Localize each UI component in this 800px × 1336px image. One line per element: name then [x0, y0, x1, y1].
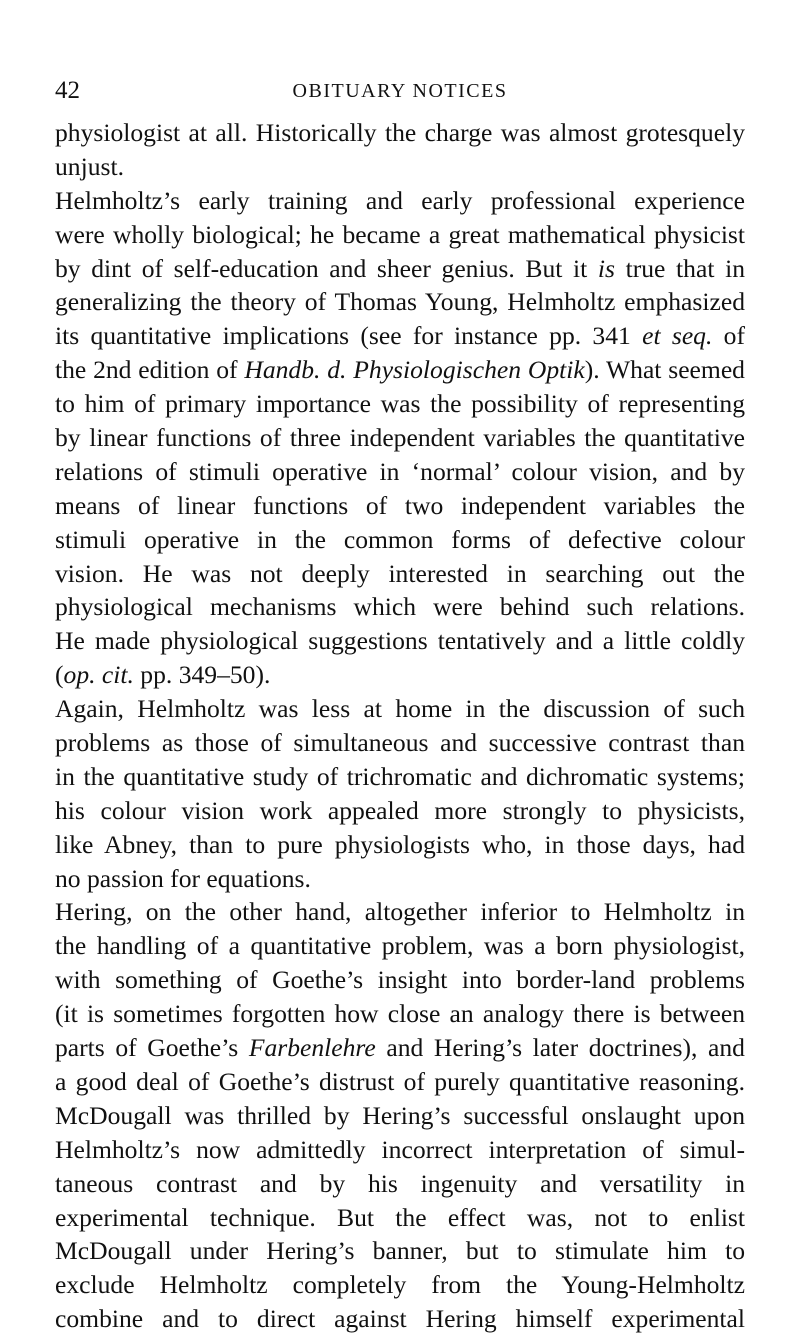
text-line: relations of stimuli operative in ‘normal’ colour vision, and by [55, 456, 745, 486]
text-line: the 2nd edition of Handb. d. Physiologischen Optik). What seemed [55, 355, 745, 385]
text-line: no passion for equations. [55, 863, 311, 893]
text-line: were wholly biological; he became a great mathematical physicist [55, 219, 745, 249]
text-line: by dint of self-education and sheer genius. But it is true that in [55, 253, 745, 283]
running-head: OBITUARY NOTICES [292, 80, 508, 102]
text-line: generalizing the theory of Thomas Young, Helmholtz emphasized [55, 287, 745, 317]
text-line: McDougall was thrilled by Hering’s successful onslaught upon [55, 1100, 745, 1130]
text-line: like Abney, than to pure physiologists who, in those days, had [55, 829, 745, 859]
text-line: physiologist at all. Historically the charge was almost grotesquely [55, 118, 745, 147]
text-line: (op. cit. pp. 349–50). [55, 660, 271, 690]
text-line: problems as those of simultaneous and successive contrast than [55, 728, 745, 758]
paragraph-3 [55, 692, 745, 895]
text-line: exclude Helmholtz completely from the Young-Helmholtz [55, 1270, 745, 1300]
paragraph-2 [55, 184, 745, 692]
text-line: physiological mechanisms which were behind such relations. [55, 592, 745, 622]
text-line: with something of Goethe’s insight into border-land problems [55, 965, 745, 995]
text-line: by linear functions of three independent variables the quantitative [55, 423, 745, 453]
text-line: unjust. [55, 151, 124, 181]
text-line: in the quantitative study of trichromatic and dichromatic systems; [55, 761, 745, 791]
text-line: a good deal of Goethe’s distrust of purely quantitative reasoning. [55, 1066, 745, 1096]
text-line: Again, Helmholtz was less at home in the discussion of such [55, 694, 745, 724]
text-line: its quantitative implications (see for instance pp. 341 et seq. of [55, 321, 745, 351]
text-line: vision. He was not deeply interested in searching out the [55, 558, 745, 588]
body-text [55, 116, 745, 1336]
text-line: taneous contrast and by his ingenuity and versatility in [55, 1168, 745, 1198]
paragraph-4 [55, 895, 745, 1336]
text-line: Hering, on the other hand, altogether inferior to Helmholtz in [55, 897, 745, 927]
page-number: 42 [55, 77, 80, 104]
text-line: combine and to direct against Hering himself experimental [55, 1304, 745, 1334]
text-line: the handling of a quantitative problem, was a born physiologist, [55, 931, 745, 961]
text-line: stimuli operative in the common forms of defective colour [55, 524, 745, 554]
paragraph-1 [55, 116, 745, 184]
text-line: Helmholtz’s early training and early professional experience [55, 185, 745, 215]
text-line: to him of primary importance was the possibility of representing [55, 389, 745, 419]
text-line: parts of Goethe’s Farbenlehre and Hering’s later doctrines), and [55, 1033, 745, 1063]
text-line: McDougall under Hering’s banner, but to stimulate him to [55, 1236, 745, 1266]
text-line: his colour vision work appealed more strongly to physicists, [55, 795, 745, 825]
text-line: means of linear functions of two independent variables the [55, 490, 745, 520]
page-header [55, 76, 745, 106]
text-line: Helmholtz’s now admittedly incorrect interpretation of simul- [55, 1134, 745, 1164]
text-line: (it is sometimes forgotten how close an analogy there is between [55, 999, 745, 1029]
text-line: He made physiological suggestions tentatively and a little coldly [55, 626, 745, 656]
text-line: experimental technique. But the effect was, not to enlist [55, 1202, 745, 1232]
